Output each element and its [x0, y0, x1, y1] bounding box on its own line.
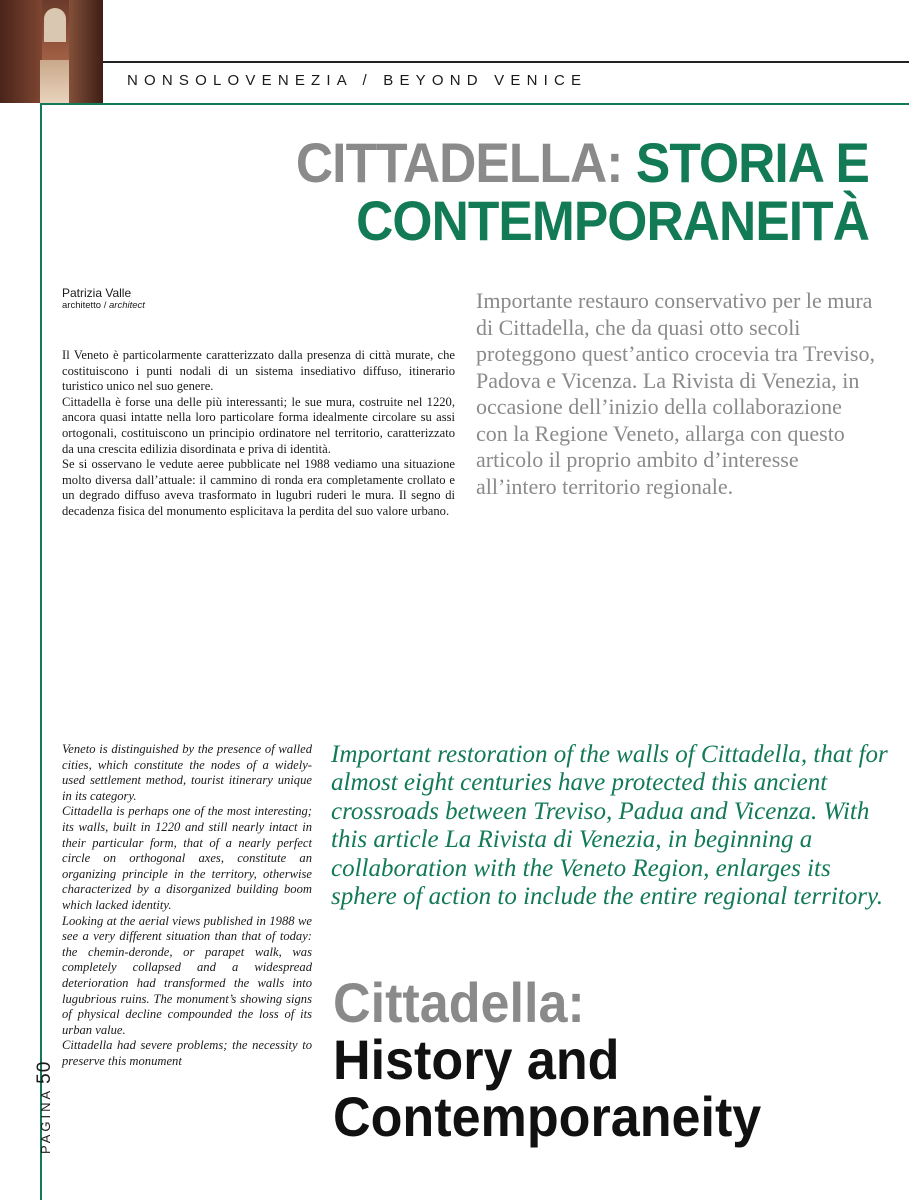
article-title-it [170, 131, 869, 252]
author-role-it: architetto [62, 300, 102, 311]
body-it-paragraph: Il Veneto è particolarmente caratterizzato dalla presenza di città murate, che costituiscono i punti nodali di un sistema insediativo diffuso, itinerario turistico unico nel suo genere. [62, 348, 455, 394]
title-en-gray: Cittadella: [333, 971, 585, 1034]
lede-italian: Importante restauro conservativo per le mura di Cittadella, che da quasi otto secoli proteggono quest’antico crocevia tra Treviso, Padova e Vicenza. La Rivista di Venezia, in occasione dell’inizio della collaborazione con la Regione Veneto, allarga con questo articolo il proprio ambito d’interesse all’intero territorio regionale. [476, 288, 875, 499]
author-role-separator: / [101, 300, 109, 311]
header-rule [103, 61, 909, 63]
author-block [62, 286, 145, 311]
page-label: PAGINA [38, 1087, 53, 1154]
body-text-italian [62, 348, 455, 520]
article-title-en [333, 971, 854, 1148]
green-vertical-rule [40, 103, 42, 1200]
page-number [34, 1061, 56, 1154]
section-kicker: NONSOLOVENEZIA / BEYOND VENICE [127, 72, 588, 89]
body-en-paragraph: Veneto is distinguished by the presence of walled cities, which constitute the nodes of a widely-used settlement method, tourist itinerary unique in its category. [62, 742, 312, 803]
cover-thumbnail-photo [0, 0, 103, 103]
body-en-paragraph: Cittadella is perhaps one of the most interesting; its walls, built in 1220 and still nearly intact in their particular form, that of a nearly perfect circle on orthogonal axes, constitute an organizing principle in the territory, otherwise characterized by a disorganized building boom which lacked identity. [62, 804, 312, 912]
body-en-paragraph: Cittadella had severe problems; the necessity to preserve this monument [62, 1038, 312, 1068]
title-en-dark-1: History and [333, 1028, 620, 1091]
body-it-paragraph: Cittadella è forse una delle più interessanti; le sue mura, costruite nel 1220, ancora quasi intatte nella loro particolare forma idealmente circolare su assi ortogonali, costituiscono un principio ordinatore nel territorio, caratterizzato da una crescita edilizia disordinata e priva di identità. [62, 394, 455, 456]
page-number-value: 50 [34, 1060, 55, 1084]
green-horizontal-rule [40, 103, 909, 105]
title-en-dark-2: Contemporaneity [333, 1085, 762, 1148]
author-name: Patrizia Valle [62, 286, 132, 300]
lede-english: Important restoration of the walls of Cittadella, that for almost eight centuries have protected this ancient crossroads between Treviso, Padua and Vicenza. With this article La Rivista di Venezia, in beginning a collaboration with the Veneto Region, enlarges its sphere of action to include the entire regional territory. [331, 741, 888, 911]
body-en-paragraph: Looking at the aerial views published in 1988 we see a very different situation than that of today: the chemin-deronde, or parapet walk, was completely collapsed and a widespread deterioration had transformed the walls into lugubrious ruins. The monument’s showing signs of physical decline compounded the loss of its urban value. [62, 913, 312, 1037]
body-text-english [62, 742, 312, 1069]
title-it-green-2: CONTEMPORANEITÀ [356, 189, 869, 252]
title-it-gray: CITTADELLA: [295, 131, 623, 194]
body-it-paragraph: Se si osservano le vedute aeree pubblicate nel 1988 vediamo una situazione molto diversa dall’attuale: il cammino di ronda era completamente crollato e un degrado diffuso aveva trasformato in lugubri ruderi le mura. Il segno di decadenza fisica del monumento esplicitava la perdita del suo valore urbano. [62, 457, 455, 518]
title-it-green-1: STORIA E [635, 131, 869, 194]
author-role-en: architect [109, 300, 145, 311]
author-role [62, 300, 145, 311]
